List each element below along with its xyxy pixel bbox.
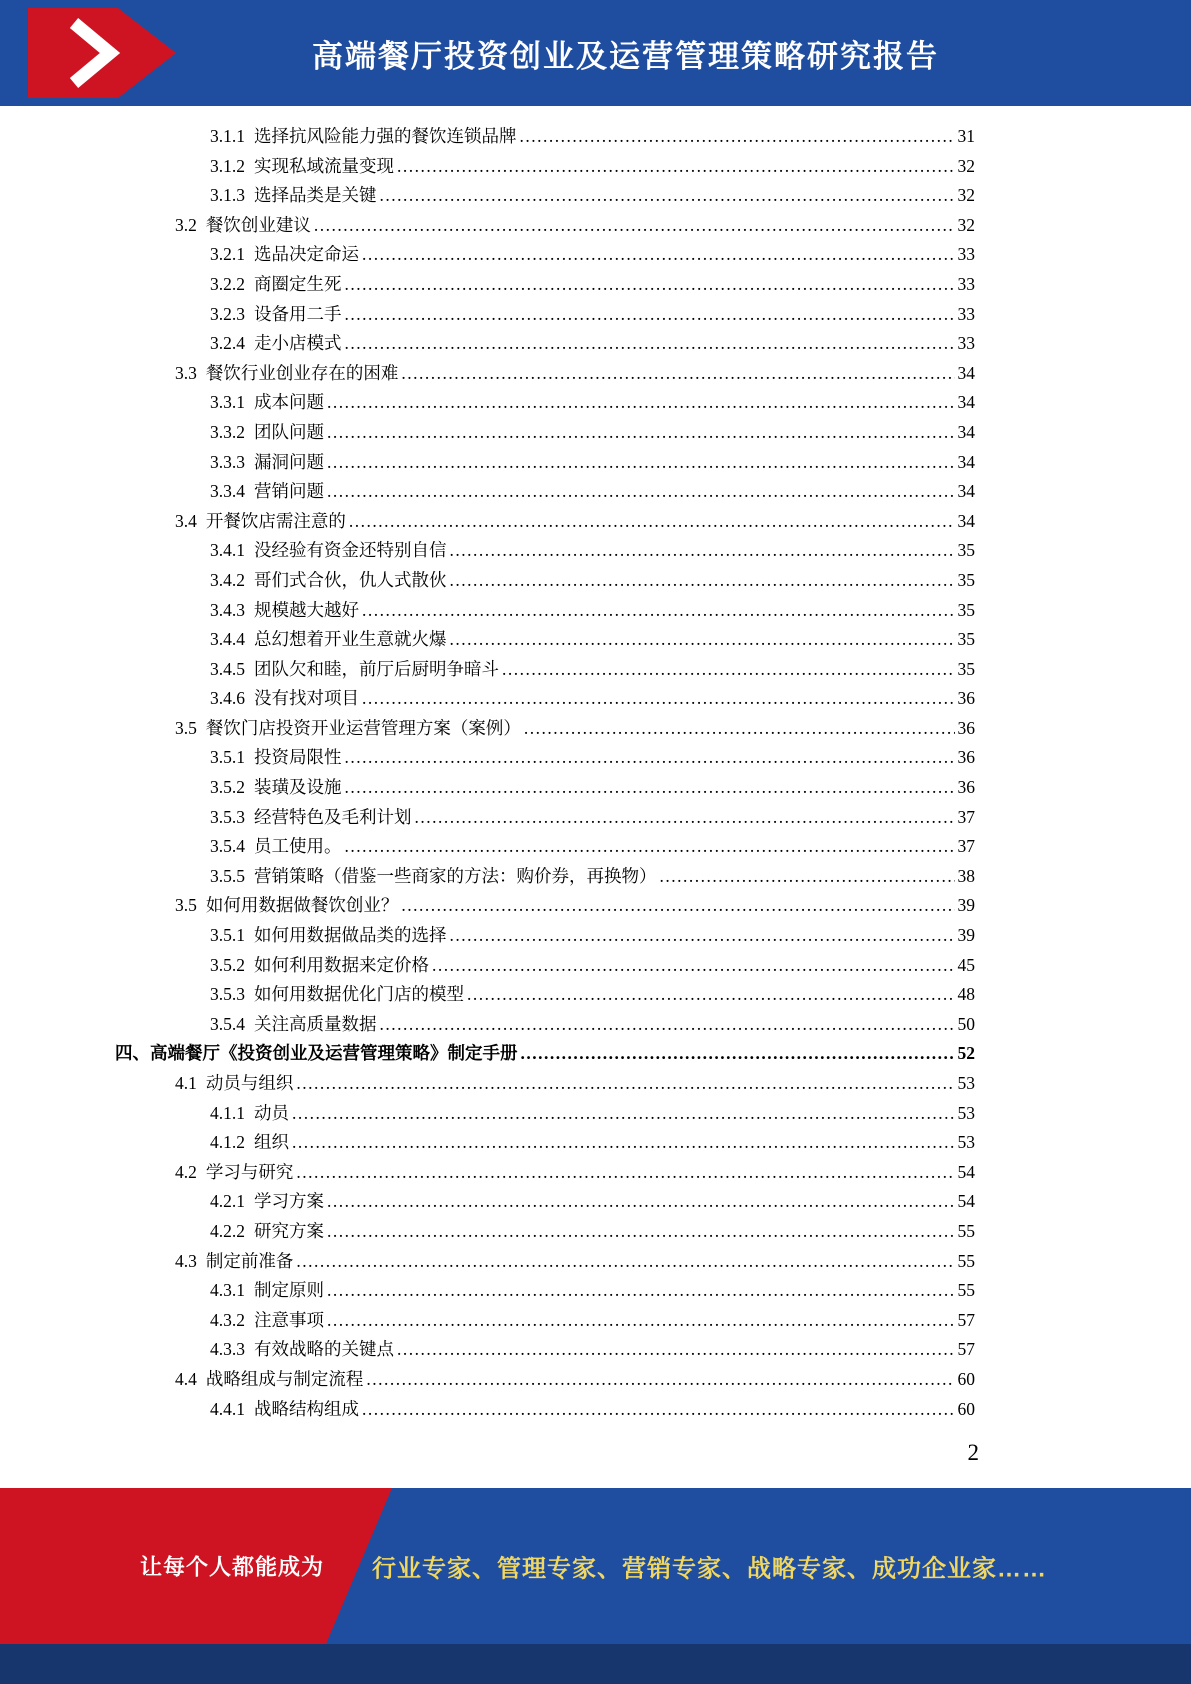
- toc-dot-leader: [345, 300, 955, 330]
- toc-entry: [115, 655, 975, 685]
- toc-dot-leader: [450, 566, 955, 596]
- toc-list: [0, 106, 1191, 1424]
- toc-entry-page: 45: [957, 954, 975, 975]
- toc-entry-label: 选品决定命运: [254, 244, 359, 265]
- toc-entry-number: 4.1.1: [210, 1102, 245, 1123]
- toc-entry-label: 营销策略（借鉴一些商家的方法：购价券，再换物）: [254, 865, 657, 886]
- toc-dot-leader: [450, 921, 955, 951]
- toc-entry-page: 34: [957, 510, 975, 531]
- toc-entry-number: 4.2.2: [210, 1220, 245, 1241]
- toc-dot-leader: [415, 803, 955, 833]
- toc-entry-page: 53: [957, 1073, 975, 1093]
- toc-entry: [115, 1306, 975, 1336]
- toc-entry: [115, 684, 975, 714]
- toc-dot-leader: [349, 507, 955, 537]
- toc-dot-leader: [362, 1395, 955, 1425]
- toc-entry: [115, 596, 975, 626]
- footer-bottom-strip: [0, 1644, 1191, 1684]
- toc-entry-page: 52: [957, 1043, 975, 1064]
- toc-entry-label: 装璜及设施: [254, 777, 342, 798]
- toc-entry-page: 35: [957, 658, 975, 679]
- toc-entry-label: 如何用数据做品类的选择: [254, 925, 447, 946]
- toc-entry: [115, 1247, 975, 1277]
- toc-entry-number: 3.3: [175, 362, 197, 383]
- toc-dot-leader: [397, 1335, 955, 1365]
- toc-dot-leader: [362, 596, 955, 626]
- toc-entry: [115, 477, 975, 507]
- toc-entry-page: 48: [957, 984, 975, 1005]
- toc-entry-label: 开餐饮店需注意的: [205, 510, 346, 531]
- toc-dot-leader: [401, 891, 954, 921]
- toc-entry-page: 36: [957, 717, 975, 738]
- toc-entry-label: 如何利用数据来定价格: [254, 954, 429, 975]
- toc-entry-label: 动员与组织: [205, 1073, 294, 1093]
- toc-entry-page: 32: [957, 185, 975, 206]
- toc-dot-leader: [524, 714, 955, 744]
- toc-entry-number: 4.1: [175, 1073, 197, 1093]
- toc-dot-leader: [327, 477, 955, 507]
- toc-entry-label: 选择抗风险能力强的餐饮连锁品牌: [254, 126, 517, 146]
- toc-entry-page: 35: [957, 599, 975, 620]
- toc-dot-leader: [327, 418, 955, 448]
- toc-entry-page: 31: [957, 126, 975, 146]
- toc-entry: [115, 862, 975, 892]
- toc-entry: [115, 181, 975, 211]
- toc-entry-page: 55: [957, 1250, 975, 1271]
- toc-entry-number: 3.5.2: [210, 954, 245, 975]
- toc-entry-label: 设备用二手: [254, 303, 342, 324]
- toc-dot-leader: [380, 1010, 955, 1040]
- toc-entry-number: 3.1.3: [210, 185, 245, 206]
- toc-entry-number: 3.5.1: [210, 925, 245, 946]
- toc-entry-number: 3.5.3: [210, 984, 245, 1005]
- toc-entry-page: 57: [957, 1309, 975, 1330]
- toc-entry-page: 39: [957, 895, 975, 916]
- toc-entry: [115, 300, 975, 330]
- toc-entry-page: 55: [957, 1220, 975, 1241]
- toc-entry-page: 33: [957, 244, 975, 265]
- toc-entry-number: 3.4.3: [210, 599, 245, 620]
- toc-entry: [115, 980, 975, 1010]
- toc-entry-label: 营销问题: [254, 481, 324, 502]
- toc-entry-number: 3.5.4: [210, 1013, 245, 1034]
- toc-entry-label: 选择品类是关键: [254, 185, 377, 206]
- toc-entry: [115, 448, 975, 478]
- toc-entry: [115, 240, 975, 270]
- toc-entry-label: 商圈定生死: [254, 273, 342, 294]
- toc-entry-page: 50: [957, 1013, 975, 1034]
- toc-dot-leader: [660, 862, 955, 892]
- toc-dot-leader: [314, 211, 955, 241]
- toc-dot-leader: [292, 1099, 955, 1129]
- toc-entry: [115, 329, 975, 359]
- page-header: [0, 0, 1191, 106]
- toc-dot-leader: [292, 1128, 955, 1158]
- toc-entry: [115, 270, 975, 300]
- toc-dot-leader: [467, 980, 955, 1010]
- toc-entry: [115, 1158, 975, 1188]
- toc-entry-page: 32: [957, 214, 975, 235]
- report-title: 高端餐厅投资创业及运营管理策略研究报告: [312, 38, 939, 74]
- toc-dot-leader: [345, 329, 955, 359]
- toc-entry-number: 3.2.1: [210, 244, 245, 265]
- toc-entry-label: 员工使用。: [254, 836, 342, 857]
- toc-entry-number: 3.3.2: [210, 421, 245, 442]
- toc-entry-number: 3.2: [175, 214, 197, 235]
- toc-entry-label: 战略结构组成: [254, 1398, 359, 1419]
- toc-entry: [115, 743, 975, 773]
- toc-entry: [115, 1276, 975, 1306]
- toc-dot-leader: [380, 181, 955, 211]
- toc-entry: [115, 566, 975, 596]
- toc-entry-page: 53: [957, 1132, 975, 1153]
- toc-entry-page: 34: [957, 362, 975, 383]
- toc-dot-leader: [327, 1306, 955, 1336]
- toc-entry-label: 有效战略的关键点: [254, 1339, 394, 1360]
- toc-entry: [115, 1217, 975, 1247]
- toc-entry-label: 如何用数据优化门店的模型: [254, 984, 464, 1005]
- toc-entry: [115, 418, 975, 448]
- toc-entry: [115, 536, 975, 566]
- toc-entry-label: 学习与研究: [205, 1161, 294, 1182]
- toc-dot-leader: [327, 388, 955, 418]
- toc-entry-label: 哥们式合伙，仇人式散伙: [254, 569, 447, 590]
- toc-entry: [115, 122, 975, 152]
- toc-dot-leader: [520, 122, 955, 152]
- toc-dot-leader: [401, 359, 954, 389]
- toc-dot-leader: [345, 270, 955, 300]
- toc-entry-page: 36: [957, 777, 975, 798]
- toc-dot-leader: [296, 1247, 954, 1277]
- toc-entry-label: 制定原则: [254, 1280, 324, 1301]
- toc-entry-number: 四、: [115, 1043, 150, 1064]
- toc-entry-page: 34: [957, 421, 975, 442]
- toc-dot-leader: [362, 684, 955, 714]
- footer-banner: [0, 1488, 1191, 1644]
- toc-entry: [115, 507, 975, 537]
- toc-entry: [115, 714, 975, 744]
- toc-entry: [115, 773, 975, 803]
- toc-entry-page: 60: [957, 1368, 975, 1389]
- toc-entry-page: 37: [957, 836, 975, 857]
- toc-entry-label: 研究方案: [254, 1220, 324, 1241]
- toc-entry-label: 投资局限性: [254, 747, 342, 768]
- toc-entry-page: 36: [957, 747, 975, 768]
- toc-dot-leader: [327, 448, 955, 478]
- toc-entry-number: 4.3.1: [210, 1280, 245, 1301]
- toc-entry-number: 3.4.6: [210, 688, 245, 709]
- toc-entry: [115, 891, 975, 921]
- toc-dot-leader: [362, 240, 955, 270]
- toc-entry-number: 3.5.2: [210, 777, 245, 798]
- toc-entry: [115, 1335, 975, 1365]
- toc-entry-label: 总幻想着开业生意就火爆: [254, 629, 447, 650]
- toc-entry-label: 如何用数据做餐饮创业？: [205, 895, 399, 916]
- page-number: 2: [967, 1440, 979, 1466]
- toc-entry-page: 53: [957, 1102, 975, 1123]
- toc-dot-leader: [450, 625, 955, 655]
- toc-entry-number: 3.5.5: [210, 865, 245, 886]
- toc-entry-number: 3.3.4: [210, 481, 245, 502]
- toc-entry-page: 34: [957, 392, 975, 413]
- toc-entry-number: 3.5.3: [210, 806, 245, 827]
- toc-entry-number: 3.5.1: [210, 747, 245, 768]
- toc-dot-leader: [327, 1187, 955, 1217]
- toc-entry: [115, 832, 975, 862]
- toc-entry-label: 没有找对项目: [254, 688, 359, 709]
- toc-entry: [115, 1099, 975, 1129]
- toc-entry-label: 高端餐厅《投资创业及运营管理策略》制定手册: [150, 1043, 518, 1064]
- toc-entry-number: 4.3.3: [210, 1339, 245, 1360]
- toc-entry-number: 3.2.3: [210, 303, 245, 324]
- toc-entry-number: 3.2.4: [210, 333, 245, 354]
- toc-dot-leader: [432, 951, 955, 981]
- page-footer: [0, 1488, 1191, 1684]
- toc-entry-page: 34: [957, 451, 975, 472]
- toc-entry-page: 32: [957, 155, 975, 176]
- toc-entry-number: 3.5: [175, 717, 197, 738]
- toc-entry-label: 动员: [254, 1102, 289, 1123]
- toc-entry-page: 39: [957, 925, 975, 946]
- toc-entry: [115, 625, 975, 655]
- toc-entry-label: 注意事项: [254, 1309, 324, 1330]
- toc-entry: [115, 921, 975, 951]
- toc-entry-label: 走小店模式: [254, 333, 342, 354]
- footer-slogan: 让每个人都能成为: [140, 1554, 325, 1580]
- toc-entry-page: 33: [957, 333, 975, 354]
- footer-expert-list: 行业专家、管理专家、营销专家、战略专家、成功企业家……: [372, 1555, 1047, 1583]
- toc-dot-leader: [521, 1039, 955, 1069]
- toc-dot-leader: [327, 1217, 955, 1247]
- toc-entry-page: 55: [957, 1280, 975, 1301]
- toc-entry-number: 3.3.1: [210, 392, 245, 413]
- toc-entry-number: 4.2.1: [210, 1191, 245, 1212]
- toc-dot-leader: [345, 773, 955, 803]
- toc-entry-number: 3.4.2: [210, 569, 245, 590]
- toc-dot-leader: [327, 1276, 955, 1306]
- toc-entry-page: 37: [957, 806, 975, 827]
- toc-entry-label: 组织: [254, 1132, 289, 1153]
- toc-entry-label: 餐饮创业建议: [205, 214, 311, 235]
- toc-entry-number: 3.4.4: [210, 629, 245, 650]
- toc-entry-number: 4.3: [175, 1250, 197, 1271]
- toc-entry-page: 54: [957, 1161, 975, 1182]
- toc-entry-label: 餐饮门店投资开业运营管理方案（案例）: [205, 717, 521, 738]
- toc-entry: [115, 1187, 975, 1217]
- toc-entry-number: 3.2.2: [210, 273, 245, 294]
- toc-dot-leader: [345, 743, 955, 773]
- toc-entry: [115, 211, 975, 241]
- red-arrow-banner-icon: [28, 5, 180, 101]
- toc-entry-label: 经营特色及毛利计划: [254, 806, 412, 827]
- toc-entry-label: 没经验有资金还特别自信: [254, 540, 447, 561]
- toc-entry: [115, 1395, 975, 1425]
- toc-entry-number: 4.2: [175, 1161, 197, 1182]
- toc-dot-leader: [397, 152, 955, 182]
- toc-entry-page: 60: [957, 1398, 975, 1419]
- toc-entry-label: 规模越大越好: [254, 599, 359, 620]
- toc-entry-label: 团队欠和睦，前厅后厨明争暗斗: [254, 658, 499, 679]
- toc-entry: [115, 359, 975, 389]
- toc-entry-number: 4.1.2: [210, 1132, 245, 1153]
- toc-entry-number: 4.3.2: [210, 1309, 245, 1330]
- toc-dot-leader: [502, 655, 955, 685]
- toc-entry-page: 57: [957, 1339, 975, 1360]
- toc-entry: [115, 951, 975, 981]
- toc-entry: [115, 1365, 975, 1395]
- toc-dot-leader: [366, 1365, 954, 1395]
- toc-entry: [115, 1039, 975, 1069]
- toc-entry-number: 3.4.5: [210, 658, 245, 679]
- toc-entry-number: 3.5: [175, 895, 197, 916]
- toc-entry-label: 实现私域流量变现: [254, 155, 394, 176]
- toc-dot-leader: [296, 1069, 954, 1099]
- toc-entry: [115, 1010, 975, 1040]
- toc-entry-label: 成本问题: [254, 392, 324, 413]
- toc-entry: [115, 1069, 975, 1099]
- toc-entry-page: 54: [957, 1191, 975, 1212]
- toc-entry-page: 36: [957, 688, 975, 709]
- toc-entry-label: 漏洞问题: [254, 451, 324, 472]
- toc-entry-label: 学习方案: [254, 1191, 324, 1212]
- toc-entry-label: 团队问题: [254, 421, 324, 442]
- toc-entry-page: 35: [957, 569, 975, 590]
- toc-entry-number: 3.4: [175, 510, 197, 531]
- toc-entry: [115, 1128, 975, 1158]
- toc-entry: [115, 803, 975, 833]
- toc-entry-label: 制定前准备: [205, 1250, 294, 1271]
- toc-entry: [115, 152, 975, 182]
- toc-entry-number: 3.4.1: [210, 540, 245, 561]
- toc-entry-label: 关注高质量数据: [254, 1013, 377, 1034]
- toc-entry-page: 38: [957, 865, 975, 886]
- toc-entry-page: 35: [957, 629, 975, 650]
- toc-entry-number: 3.1.2: [210, 155, 245, 176]
- toc-dot-leader: [345, 832, 955, 862]
- toc-entry-number: 3.3.3: [210, 451, 245, 472]
- toc-entry-number: 3.5.4: [210, 836, 245, 857]
- toc-entry-label: 餐饮行业创业存在的困难: [205, 362, 399, 383]
- toc-entry-number: 4.4.1: [210, 1398, 245, 1419]
- toc-entry-number: 4.4: [175, 1368, 197, 1389]
- toc-entry-page: 34: [957, 481, 975, 502]
- toc-entry-number: 3.1.1: [210, 126, 245, 146]
- toc-dot-leader: [450, 536, 955, 566]
- toc-entry: [115, 388, 975, 418]
- toc-entry-label: 战略组成与制定流程: [205, 1368, 364, 1389]
- toc-entry-page: 33: [957, 303, 975, 324]
- toc-entry-page: 35: [957, 540, 975, 561]
- toc-entry-page: 33: [957, 273, 975, 294]
- toc-dot-leader: [296, 1158, 954, 1188]
